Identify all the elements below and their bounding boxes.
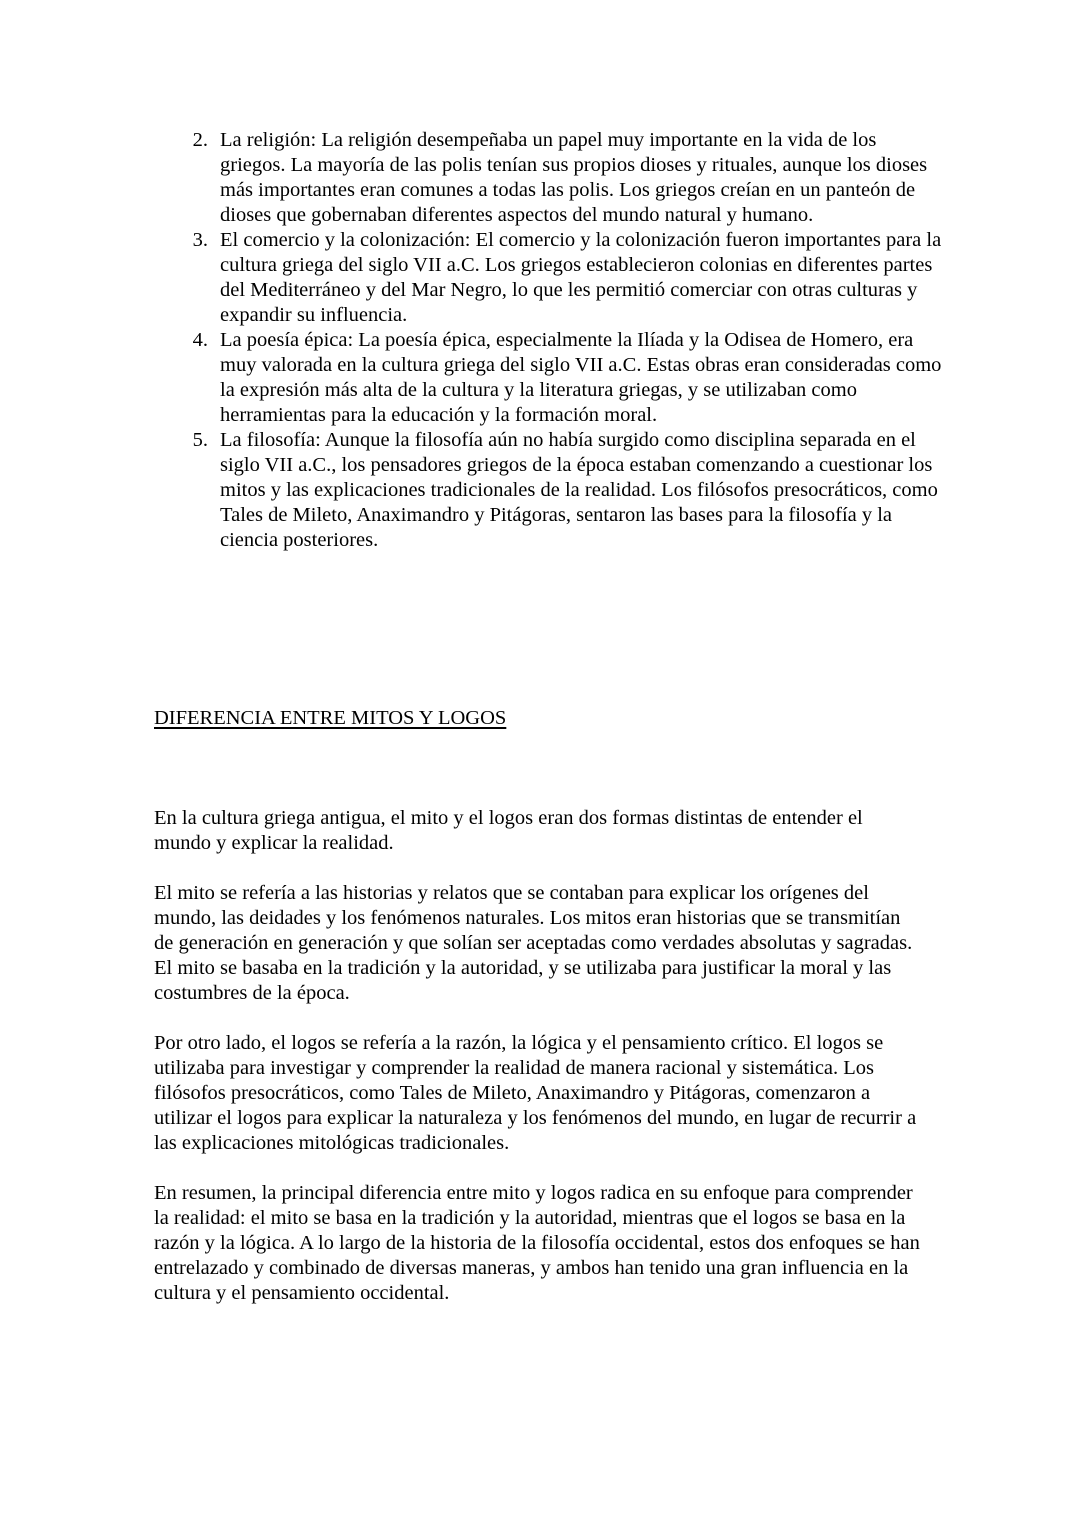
list-item-number: 2. <box>192 129 208 151</box>
paragraph-intro: En la cultura griega antigua, el mito y el logos eran dos formas distintas de entender el mundo y explicar la realidad. <box>154 807 863 854</box>
paragraph-logos: Por otro lado, el logos se refería a la razón, la lógica y el pensamiento crítico. El logos se utilizaba para investigar y comprender la realidad de manera racional y sistemática. Los filósofos presocráticos, como Tales de Mileto, Anaximandro y Pitágoras, comenzaron a utilizar el logos para explicar la naturaleza y los fenómenos del mundo, en lugar de recurrir a las explicaciones mitológicas tradicionales. <box>154 1032 917 1154</box>
list-item-religion <box>184 128 944 228</box>
list-item-text: La filosofía: Aunque la filosofía aún no había surgido como disciplina separada en el siglo VII a.C., los pensadores griegos de la época estaban comenzando a cuestionar los mitos y las explicaciones tradicionales de la realidad. Los filósofos presocráticos, como Tales de Mileto, Anaximandro y Pitágoras, sentaron las bases para la filosofía y la ciencia posteriores. <box>220 429 938 551</box>
list-item-number: 4. <box>192 329 208 351</box>
list-item-text: La poesía épica: La poesía épica, especialmente la Ilíada y la Odisea de Homero, era muy valorada en la cultura griega del siglo VII a.C. Estas obras eran consideradas como la expresión más alta de la cultura y la literatura griegas, y se utilizaban como herramientas para la educación y la formación moral. <box>220 329 942 426</box>
section-body <box>154 806 924 1331</box>
list-item-text: La religión: La religión desempeñaba un papel muy importante en la vida de los griegos. La mayoría de las polis tenían sus propios dioses y rituales, aunque los dioses más importantes eran comunes a todas las polis. Los griegos creían en un panteón de dioses que gobernaban diferentes aspectos del mundo natural y humano. <box>220 129 928 226</box>
list-item-poesia <box>184 328 944 428</box>
list-item-number: 5. <box>192 429 208 451</box>
paragraph-mito: El mito se refería a las historias y relatos que se contaban para explicar los orígenes del mundo, las deidades y los fenómenos naturales. Los mitos eran historias que se transmitían de generación en generación y que solían ser aceptadas como verdades absolutas y sagradas. El mito se basaba en la tradición y la autoridad, y se utilizaba para justificar la moral y las costumbres de la época. <box>154 882 913 1004</box>
section-heading: DIFERENCIA ENTRE MITOS Y LOGOS <box>154 707 507 729</box>
paragraph-resumen: En resumen, la principal diferencia entre mito y logos radica en su enfoque para comprender la realidad: el mito se basa en la tradición y la autoridad, mientras que el logos se basa en la razón y la lógica. A lo largo de la historia de la filosofía occidental, estos dos enfoques se han entrelazado y combinado de diversas maneras, y ambos han tenido una gran influencia en la cultura y el pensamiento occidental. <box>154 1182 920 1304</box>
list-item-comercio <box>184 228 944 328</box>
list-item-filosofia <box>184 428 944 553</box>
numbered-list <box>184 128 944 553</box>
list-item-number: 3. <box>192 229 208 251</box>
list-item-text: El comercio y la colonización: El comercio y la colonización fueron importantes para la cultura griega del siglo VII a.C. Los griegos establecieron colonias en diferentes partes del Mediterráneo y del Mar Negro, lo que les permitió comerciar con otras culturas y expandir su influencia. <box>220 229 942 326</box>
